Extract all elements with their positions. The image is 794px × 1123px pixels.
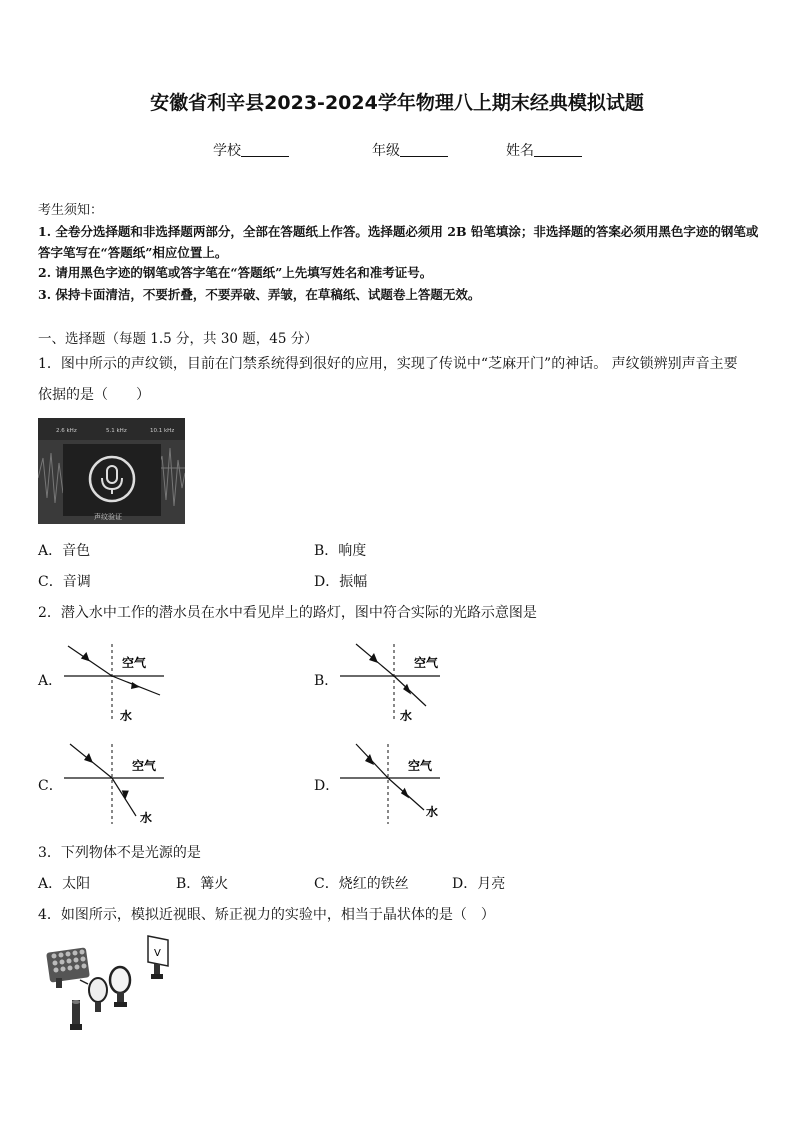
q1-option-a[interactable]: A．音色	[38, 543, 91, 559]
q1-stem-line2: 依据的是（ ）	[38, 387, 150, 403]
school-blank[interactable]	[241, 142, 289, 157]
q1-option-c[interactable]: C．音调	[38, 574, 91, 590]
q3-option-b[interactable]: B．篝火	[176, 876, 229, 892]
candle-stand-icon	[70, 1000, 82, 1030]
air-label-a: 空气	[122, 656, 147, 670]
q2-stem: 2．潜入水中工作的潜水员在水中看见岸上的路灯，图中符合实际的光路示意图是	[38, 605, 537, 621]
screen-letter: V	[154, 948, 161, 959]
grade-blank[interactable]	[400, 142, 448, 157]
grade-field[interactable]	[372, 140, 448, 160]
q1-stem-line1: 1．图中所示的声纹锁，目前在门禁系统得到很好的应用，实现了传说中“芝麻开门”的神话。 声纹锁辨别声音主要	[38, 356, 738, 372]
q1-voiceprint-image	[38, 418, 185, 524]
q2-diagram-c	[60, 740, 170, 828]
water-label-a: 水	[120, 709, 133, 722]
q3-option-c[interactable]: C．烧红的铁丝	[314, 876, 409, 892]
air-label-d: 空气	[408, 759, 433, 773]
q1-option-d[interactable]: D．振幅	[314, 574, 368, 590]
freq-label-2: 5.1 kHz	[106, 428, 127, 434]
school-field[interactable]	[213, 140, 289, 160]
q2-diagram-a	[60, 640, 170, 722]
water-label-b: 水	[400, 709, 413, 722]
school-label: 学校	[213, 143, 241, 159]
freq-label-1: 2.6 kHz	[56, 428, 77, 434]
q3-option-d[interactable]: D．月亮	[452, 876, 506, 892]
q2-diagram-d	[336, 740, 446, 828]
q2-diagram-b	[336, 640, 446, 722]
q3-option-a[interactable]: A．太阳	[38, 876, 91, 892]
page-title: 安徽省利辛县2023-2024学年物理八上期末经典模拟试题	[150, 92, 644, 114]
q4-stem: 4．如图所示，模拟近视眼、矫正视力的实验中，相当于晶状体的是（ ）	[38, 907, 495, 923]
name-blank[interactable]	[534, 142, 582, 157]
notice-item-2: 2. 请用黑色字迹的钢笔或答字笔在“答题纸”上先填写姓名和准考证号。	[38, 265, 433, 280]
q4-eye-model-image	[38, 932, 178, 1036]
notice-item-3: 3. 保持卡面清洁，不要折叠，不要弄破、弄皱，在草稿纸、试题卷上答题无效。	[38, 287, 481, 302]
air-label-b: 空气	[414, 656, 439, 670]
notice-item-1: 1. 全卷分选择题和非选择题两部分，全部在答题纸上作答。选择题必须用 2B 铅笔填涂；非选择题的答案必须用黑色字迹的钢笔或答字笔写在“答题纸”相应位置上。	[38, 224, 759, 260]
notice-heading: 考生须知：	[38, 203, 104, 218]
screen-icon	[148, 936, 168, 979]
q3-stem: 3．下列物体不是光源的是	[38, 845, 201, 861]
q2-option-d[interactable]: D．	[314, 778, 340, 794]
freq-label-3: 10.1 kHz	[150, 428, 175, 434]
name-field[interactable]	[506, 140, 582, 160]
name-label: 姓名	[506, 143, 534, 159]
water-label-d: 水	[426, 805, 439, 819]
q2-option-a[interactable]: A．	[38, 673, 63, 689]
glasses-lens-icon	[80, 978, 107, 1012]
air-label-c: 空气	[132, 759, 157, 773]
water-lens-icon	[110, 967, 130, 1007]
q1-option-b[interactable]: B．响度	[314, 543, 367, 559]
q2-option-c[interactable]: C．	[38, 778, 63, 794]
section-heading: 一、选择题（每题 1.5 分，共 30 题，45 分）	[38, 331, 318, 347]
voiceprint-caption: 声纹验证	[94, 513, 122, 521]
grade-label: 年级	[372, 143, 400, 159]
water-label-c: 水	[140, 811, 153, 825]
q2-option-b[interactable]: B．	[314, 673, 339, 689]
